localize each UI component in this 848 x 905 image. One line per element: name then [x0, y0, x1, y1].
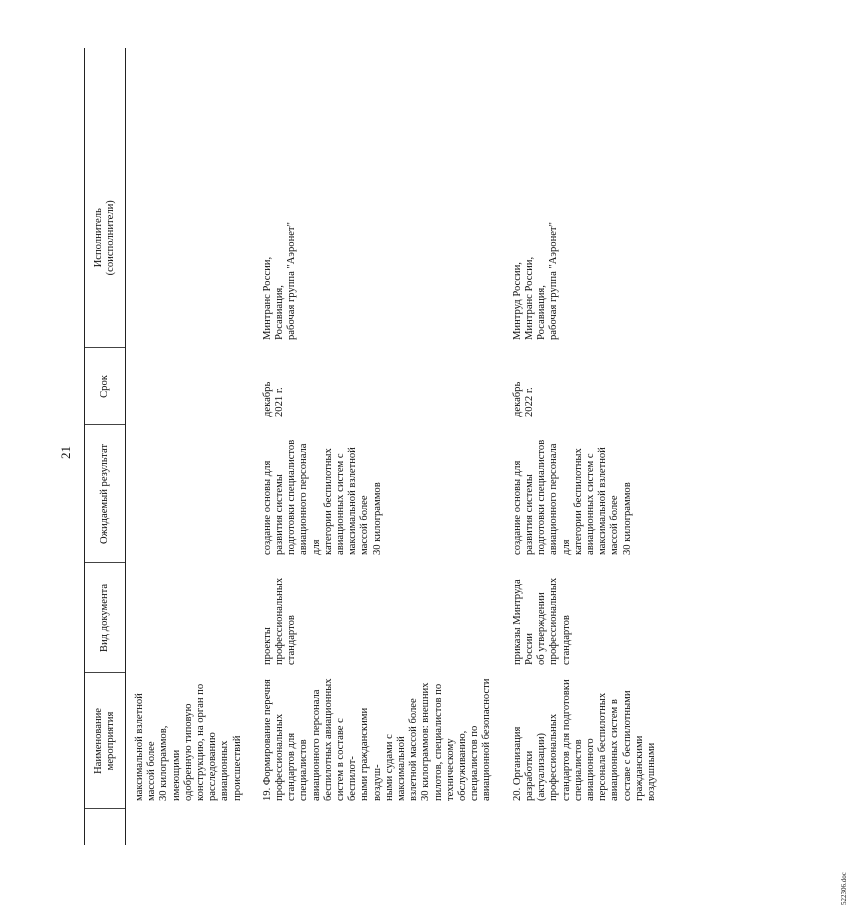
- table-row: [254, 48, 504, 845]
- activities-table: [84, 48, 668, 845]
- header-lead-spacer: [85, 809, 126, 845]
- header-cell-name: Наименование мероприятия: [85, 673, 126, 809]
- header-cell-doc: Вид документа: [85, 563, 126, 673]
- page-number: 21: [58, 446, 73, 459]
- cell-doc: приказы Минтруда России об утверждении профессиональных стандартов: [511, 577, 572, 665]
- cell-doc: проекты профессиональных стандартов: [261, 577, 298, 665]
- document-footer: [840, 872, 848, 905]
- table-row: [126, 48, 254, 845]
- cell-result: [126, 425, 254, 563]
- row-lead-spacer: [126, 809, 254, 845]
- row-lead-spacer: [504, 809, 668, 845]
- table-row: [504, 48, 668, 845]
- cell-executor: Минтруд России, Минтранс России, Росавиация, рабочая группа "Аэронет": [511, 222, 560, 340]
- row-lead-spacer: [254, 809, 504, 845]
- cell-result: создание основы для развития системы подготовки специалистов авиационного персонала для категории беспилотных авиационных систем с максимальной взлетной массой более 30 килограммов: [261, 439, 383, 555]
- cell-name: 19. Формирование перечня профессиональных стандартов для специалистов авиационного персонала беспилотных авиационных систем в составе с беспилот- ными гражданскими воздуш- ными судами с максимальной взлетной массой более 30 килограммов: внешних пилотов, специалистов по техническому обслуживанию, специалистов по авиационной безопасности: [261, 678, 493, 801]
- cell-name: 20. Организация разработки (актуализации) профессиональных стандартов для подготовки специалистов авиационного персонала беспилотных авиационных систем в составе с беспилотными гражданскими воздушными: [511, 679, 657, 801]
- cell-result: создание основы для развития системы подготовки специалистов авиационного персонала для категории беспилотных авиационных систем с максимальной взлетной массой более 30 килограммов: [511, 439, 633, 555]
- cell-name: максимальной взлетной массой более 30 килограммов, имеющими одобренную типовую конструкцию, на орган по расследованию авиационных происшествий: [134, 683, 243, 801]
- cell-doc: [126, 563, 254, 673]
- row-trail-spacer: [126, 48, 254, 128]
- cell-term: декабрь 2021 г.: [261, 381, 286, 417]
- cell-executor: Минтранс России, Росавиация, рабочая группа "Аэронет": [261, 222, 298, 340]
- header-cell-result: Ожидаемый результат: [85, 425, 126, 563]
- header-cell-executor: Исполнитель (соисполнители): [85, 128, 126, 348]
- header-trail-spacer: [85, 48, 126, 128]
- header-cell-term: Срок: [85, 348, 126, 425]
- cell-term: декабрь 2022 г.: [511, 381, 535, 417]
- cell-executor: [126, 128, 254, 348]
- row-trail-spacer: [254, 48, 504, 128]
- table-header-row: [85, 48, 126, 845]
- footer-filename: 522306.doc: [840, 872, 848, 905]
- row-trail-spacer: [504, 48, 668, 128]
- cell-term: [126, 348, 254, 425]
